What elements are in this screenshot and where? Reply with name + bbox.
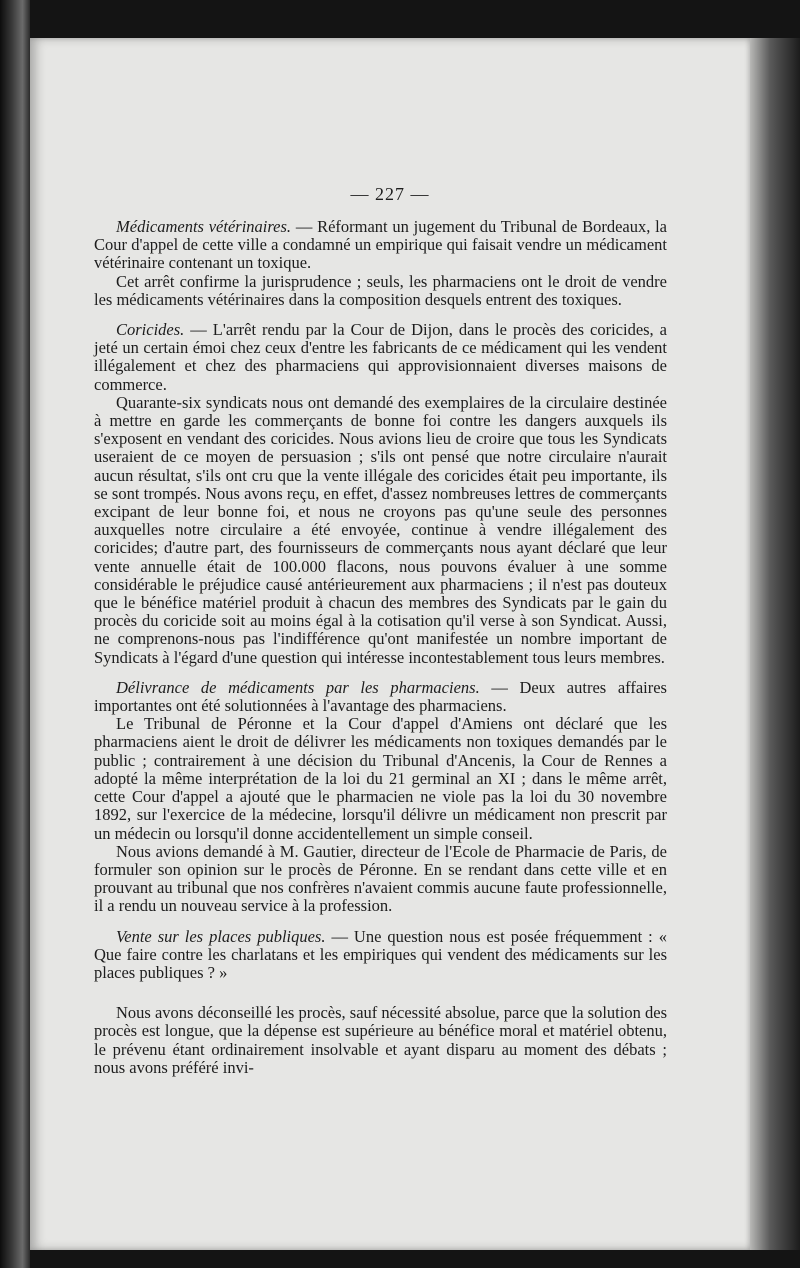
section-heading: Médicaments vétérinaires.	[116, 217, 292, 236]
paragraph-text: — Réformant un jugement du Tribunal de Bordeaux, la Cour d'appel de cette ville a condamné un empirique qui faisait vendre un médicament vétérinaire contenant un toxique.	[94, 217, 668, 273]
paragraph-coricides	[94, 321, 667, 394]
paragraph: Quarante-six syndicats nous ont demandé des exemplaires de la circulaire destinée à mettre en garde les commerçants de bonne foi contre les dangers auxquels ils s'exposent en vendant des coricides. Nous avions lieu de croire que tous les Syndicats useraient de ce moyen de persuasion ; s'ils ont pensé que notre circulaire n'aurait aucun résultat, s'ils ont cru que la vente illégale des coricides était peu importante, ils se sont trompés. Nous avons reçu, en effet, d'assez nombreuses lettres de commerçants excipant de leur bonne foi, et nous ne croyons pas qu'une seule des personnes auxquelles notre circulaire a été envoyée, continue à vendre illégalement des coricides; d'autre part, des fournisseurs de commerçants nous ayant déclaré que leur vente annuelle était de 100.000 flacons, nous pouvons évaluer à une somme considérable le préjudice causé antérieurement aux pharmaciens ; il n'est pas douteux que le bénéfice matériel produit à chacun des membres des Syndicats par le gain du procès du coricide soit au moins égal à la cotisation qu'il verse à son Syndicat. Aussi, ne comprenons-nous pas l'indifférence qu'ont manifestée un nombre important de Syndicats à l'égard d'une question qui intéresse incontestablement tous leurs membres.	[94, 392, 667, 667]
paragraph: Le Tribunal de Péronne et la Cour d'appel d'Amiens ont déclaré que les pharmaciens aient le droit de délivrer les médicaments non toxiques demandés par le public ; contrairement à une décision du Tribunal d'Ancenis, la Cour de Rennes a adopté la même interprétation de la loi du 21 germinal an XI ; dans le même arrêt, cette Cour d'appel a ajouté que le pharmacien ne viole pas la loi du 30 novembre 1892, sur l'exercice de la médecine, lorsqu'il délivre un médicament non prescrit par un médecin ou lorsqu'il donne accidentellement un simple conseil.	[94, 714, 667, 843]
book-page	[30, 38, 750, 1250]
paragraph-delivrance	[94, 679, 667, 715]
paragraph: Cet arrêt confirme la jurisprudence ; seuls, les pharmaciens ont le droit de vendre les médicaments vétérinaires dans la composition desquels entrent des toxiques.	[94, 271, 667, 309]
paragraph-text: — Une question nous est posée fréquemment : « Que faire contre les charlatans et les empiriques qui vendent des médicaments sur les places publiques ? »	[94, 926, 667, 982]
section-heading: Délivrance de médicaments par les pharmaciens.	[116, 677, 480, 697]
section-heading: Vente sur les places publiques.	[116, 926, 326, 946]
page-number: — 227 —	[350, 184, 430, 204]
paragraph-medicaments-veterinaires	[94, 218, 667, 273]
section-heading: Coricides.	[116, 320, 185, 340]
previous-page-edge	[0, 0, 30, 1268]
paragraph: Nous avons déconseillé les procès, sauf nécessité absolue, parce que la solution des procès est longue, que la dépense est supérieure au bénéfice moral et matériel obtenu, le prévenu étant ordinairement insolvable et ayant disparu au moment des débats ; nous avons préféré invi-	[94, 1003, 667, 1077]
paragraph-vente-places-publiques	[94, 928, 667, 983]
page-text	[94, 196, 667, 1077]
page-right-edge	[750, 38, 800, 1250]
paragraph-text: — Deux autres affaires importantes ont été solutionnées à l'avantage des pharmaciens.	[94, 677, 667, 716]
paragraph-text: — L'arrêt rendu par la Cour de Dijon, dans le procès des coricides, a jeté un certain émoi chez ceux d'entre les fabricants de ce médicament qui les vendent illégalement et chez des pharmaciens qui approvisionnaient diverses maisons de commerce.	[94, 320, 667, 394]
paragraph: Nous avions demandé à M. Gautier, directeur de l'Ecole de Pharmacie de Paris, de formuler son opinion sur le procès de Péronne. En se rendant dans cette ville et en prouvant au tribunal que nos confrères n'avaient commis aucune faute professionnelle, il a rendu un nouveau service à la profession.	[94, 841, 667, 916]
